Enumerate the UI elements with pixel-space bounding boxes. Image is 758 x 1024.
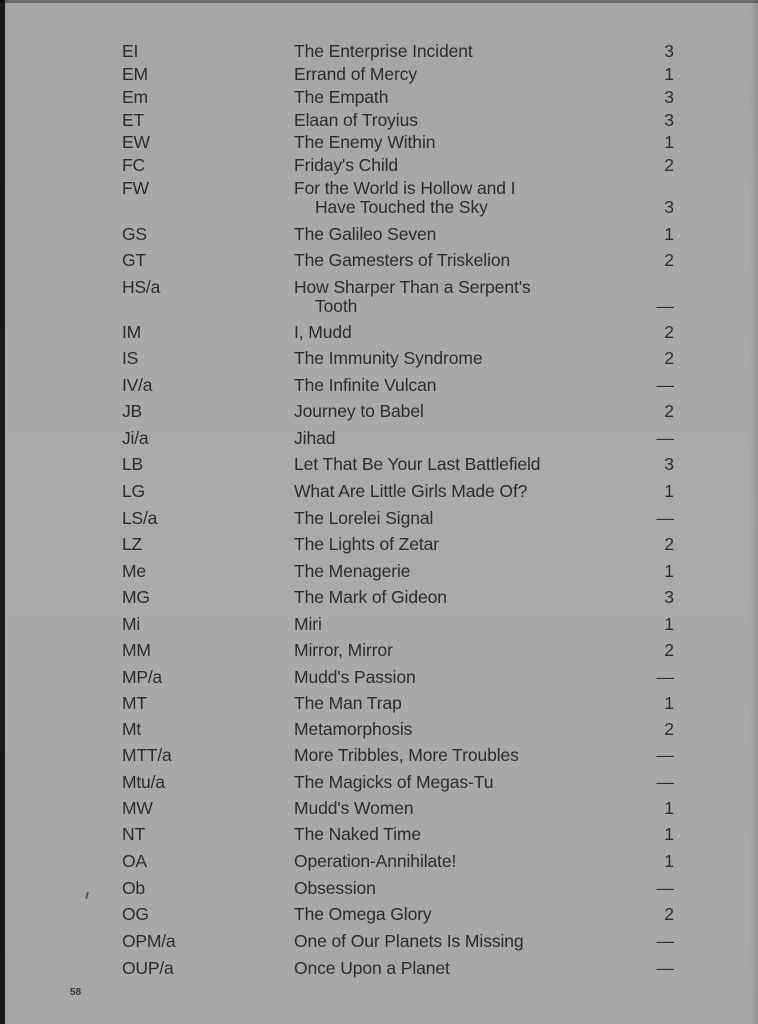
episode-value: — <box>656 375 674 395</box>
episode-value: 1 <box>664 614 674 634</box>
episode-code: JB <box>122 401 143 421</box>
episode-code: FC <box>122 155 145 175</box>
episode-title <box>294 402 424 421</box>
episode-title-line: What Are Little Girls Made Of? <box>294 481 528 501</box>
print-speck <box>85 892 89 899</box>
episode-code: Ji/a <box>122 428 149 448</box>
episode-title-line: Operation-Annihilate! <box>294 851 457 871</box>
page-right-edge <box>750 0 758 1024</box>
episode-value: 3 <box>664 454 674 474</box>
episode-title <box>294 959 450 978</box>
episode-title-line: Errand of Mercy <box>294 64 417 84</box>
episode-title-line: The Gamesters of Triskelion <box>294 250 511 270</box>
episode-title-line: Have Touched the Sky <box>315 197 488 217</box>
episode-title <box>294 179 515 217</box>
episode-code: MG <box>122 587 150 607</box>
episode-title <box>294 251 510 270</box>
episode-title <box>294 65 417 84</box>
episode-code: Mi <box>122 614 141 634</box>
episode-title <box>294 799 414 818</box>
episode-code: EW <box>122 132 150 152</box>
episode-title <box>294 615 322 634</box>
episode-code: OPM/a <box>122 931 176 951</box>
episode-code: Mtu/a <box>122 772 165 792</box>
page-number: 58 <box>70 987 82 998</box>
episode-title <box>294 641 393 660</box>
episode-title-line: Obsession <box>294 878 376 898</box>
episode-title <box>294 746 519 765</box>
episode-value: 1 <box>664 224 674 244</box>
episode-title <box>294 376 436 395</box>
episode-code: Em <box>122 87 148 107</box>
episode-value: 3 <box>664 197 674 217</box>
episode-title-line: Mudd's Women <box>294 798 414 818</box>
episode-title <box>294 429 335 448</box>
episode-code: Mt <box>122 719 142 739</box>
episode-code: GT <box>122 250 146 270</box>
episode-code: IM <box>122 322 142 342</box>
episode-code: MT <box>122 693 147 713</box>
episode-value: 1 <box>664 561 674 581</box>
episode-title-line: Tooth <box>315 296 358 316</box>
episode-code: LG <box>122 481 145 501</box>
episode-value: 2 <box>664 904 674 924</box>
episode-title <box>294 278 531 316</box>
episode-value: 3 <box>664 587 674 607</box>
episode-value: — <box>656 296 674 316</box>
episode-value: 2 <box>664 348 674 368</box>
episode-value: — <box>656 667 674 687</box>
episode-title-line: More Tribbles, More Troubles <box>294 745 519 765</box>
episode-title <box>294 668 416 687</box>
episode-value: — <box>656 508 674 528</box>
episode-title <box>294 156 398 175</box>
episode-value: 1 <box>664 851 674 871</box>
episode-value: 1 <box>664 693 674 713</box>
episode-title <box>294 323 352 342</box>
episode-code: OUP/a <box>122 958 174 978</box>
episode-title-line: The Infinite Vulcan <box>294 375 437 395</box>
page-top-edge <box>0 0 758 3</box>
episode-value: 3 <box>664 41 674 61</box>
episode-title-line: The Immunity Syndrome <box>294 348 483 368</box>
episode-title-line: The Empath <box>294 87 389 107</box>
episode-title-line: The Magicks of Megas-Tu <box>294 772 494 792</box>
episode-title-line: How Sharper Than a Serpent's <box>294 277 531 297</box>
episode-value: — <box>656 745 674 765</box>
episode-title <box>294 88 388 107</box>
episode-title-line: Elaan of Troyius <box>294 110 418 130</box>
episode-code: EM <box>122 64 148 84</box>
episode-title-line: The Lorelei Signal <box>294 508 434 528</box>
episode-title <box>294 773 493 792</box>
episode-title-line: Journey to Babel <box>294 401 424 421</box>
episode-title <box>294 720 412 739</box>
episode-title <box>294 225 436 244</box>
episode-value: 3 <box>664 110 674 130</box>
episode-title <box>294 905 432 924</box>
episode-code: Me <box>122 561 146 581</box>
episode-code: MP/a <box>122 667 163 687</box>
episode-title <box>294 509 433 528</box>
page-left-edge <box>0 0 5 1024</box>
episode-title-line: One of Our Planets Is Missing <box>294 931 524 951</box>
episode-value: — <box>656 772 674 792</box>
episode-title-line: The Enterprise Incident <box>294 41 473 61</box>
episode-title <box>294 562 410 581</box>
episode-title-line: I, Mudd <box>294 322 352 342</box>
episode-code: LZ <box>122 534 143 554</box>
episode-code: GS <box>122 224 147 244</box>
episode-title <box>294 535 439 554</box>
episode-title-line: Mudd's Passion <box>294 667 416 687</box>
episode-title <box>294 932 524 951</box>
episode-value: 1 <box>664 824 674 844</box>
episode-title-line: The Mark of Gideon <box>294 587 447 607</box>
episode-value: — <box>656 878 674 898</box>
episode-value: 1 <box>664 132 674 152</box>
episode-title-line: The Menagerie <box>294 561 411 581</box>
episode-value: 2 <box>664 719 674 739</box>
episode-value: 2 <box>664 250 674 270</box>
episode-code: MM <box>122 640 151 660</box>
episode-title <box>294 42 473 61</box>
episode-code: ET <box>122 110 144 130</box>
episode-title-line: The Omega Glory <box>294 904 432 924</box>
episode-value: 2 <box>664 322 674 342</box>
episode-code: IS <box>122 348 139 368</box>
episode-title <box>294 852 456 871</box>
episode-code: MW <box>122 798 153 818</box>
episode-code: LB <box>122 454 144 474</box>
episode-value: 2 <box>664 401 674 421</box>
episode-code: OG <box>122 904 149 924</box>
episode-value: 2 <box>664 640 674 660</box>
episode-value: 1 <box>664 481 674 501</box>
episode-title <box>294 825 421 844</box>
episode-value: 3 <box>664 87 674 107</box>
episode-title-line: Jihad <box>294 428 336 448</box>
episode-value: — <box>656 958 674 978</box>
episode-value: 2 <box>664 155 674 175</box>
episode-code: MTT/a <box>122 745 172 765</box>
episode-code: FW <box>122 178 149 198</box>
episode-title-line: Friday's Child <box>294 155 399 175</box>
episode-title-line: The Naked Time <box>294 824 421 844</box>
episode-title <box>294 588 447 607</box>
episode-title <box>294 455 540 474</box>
episode-title-line: The Enemy Within <box>294 132 436 152</box>
episode-code: EI <box>122 41 139 61</box>
episode-code: NT <box>122 824 145 844</box>
episode-title <box>294 133 435 152</box>
episode-code: Ob <box>122 878 145 898</box>
episode-title <box>294 879 376 898</box>
episode-title <box>294 349 483 368</box>
episode-code: IV/a <box>122 375 153 395</box>
episode-title <box>294 111 418 130</box>
episode-value: — <box>656 428 674 448</box>
episode-code: OA <box>122 851 147 871</box>
episode-title-line: Once Upon a Planet <box>294 958 450 978</box>
episode-code: HS/a <box>122 277 161 297</box>
episode-value: 1 <box>664 64 674 84</box>
episode-value: — <box>656 931 674 951</box>
episode-title-line: Mirror, Mirror <box>294 640 393 660</box>
episode-title-line: The Lights of Zetar <box>294 534 439 554</box>
episode-title-line: Let That Be Your Last Battlefield <box>294 454 541 474</box>
episode-title <box>294 482 527 501</box>
episode-title <box>294 694 402 713</box>
episode-code: LS/a <box>122 508 158 528</box>
episode-title-line: The Galileo Seven <box>294 224 437 244</box>
episode-value: 2 <box>664 534 674 554</box>
episode-title-line: Metamorphosis <box>294 719 413 739</box>
episode-title-line: For the World is Hollow and I <box>294 178 516 198</box>
episode-title-line: The Man Trap <box>294 693 402 713</box>
episode-value: 1 <box>664 798 674 818</box>
episode-title-line: Miri <box>294 614 322 634</box>
